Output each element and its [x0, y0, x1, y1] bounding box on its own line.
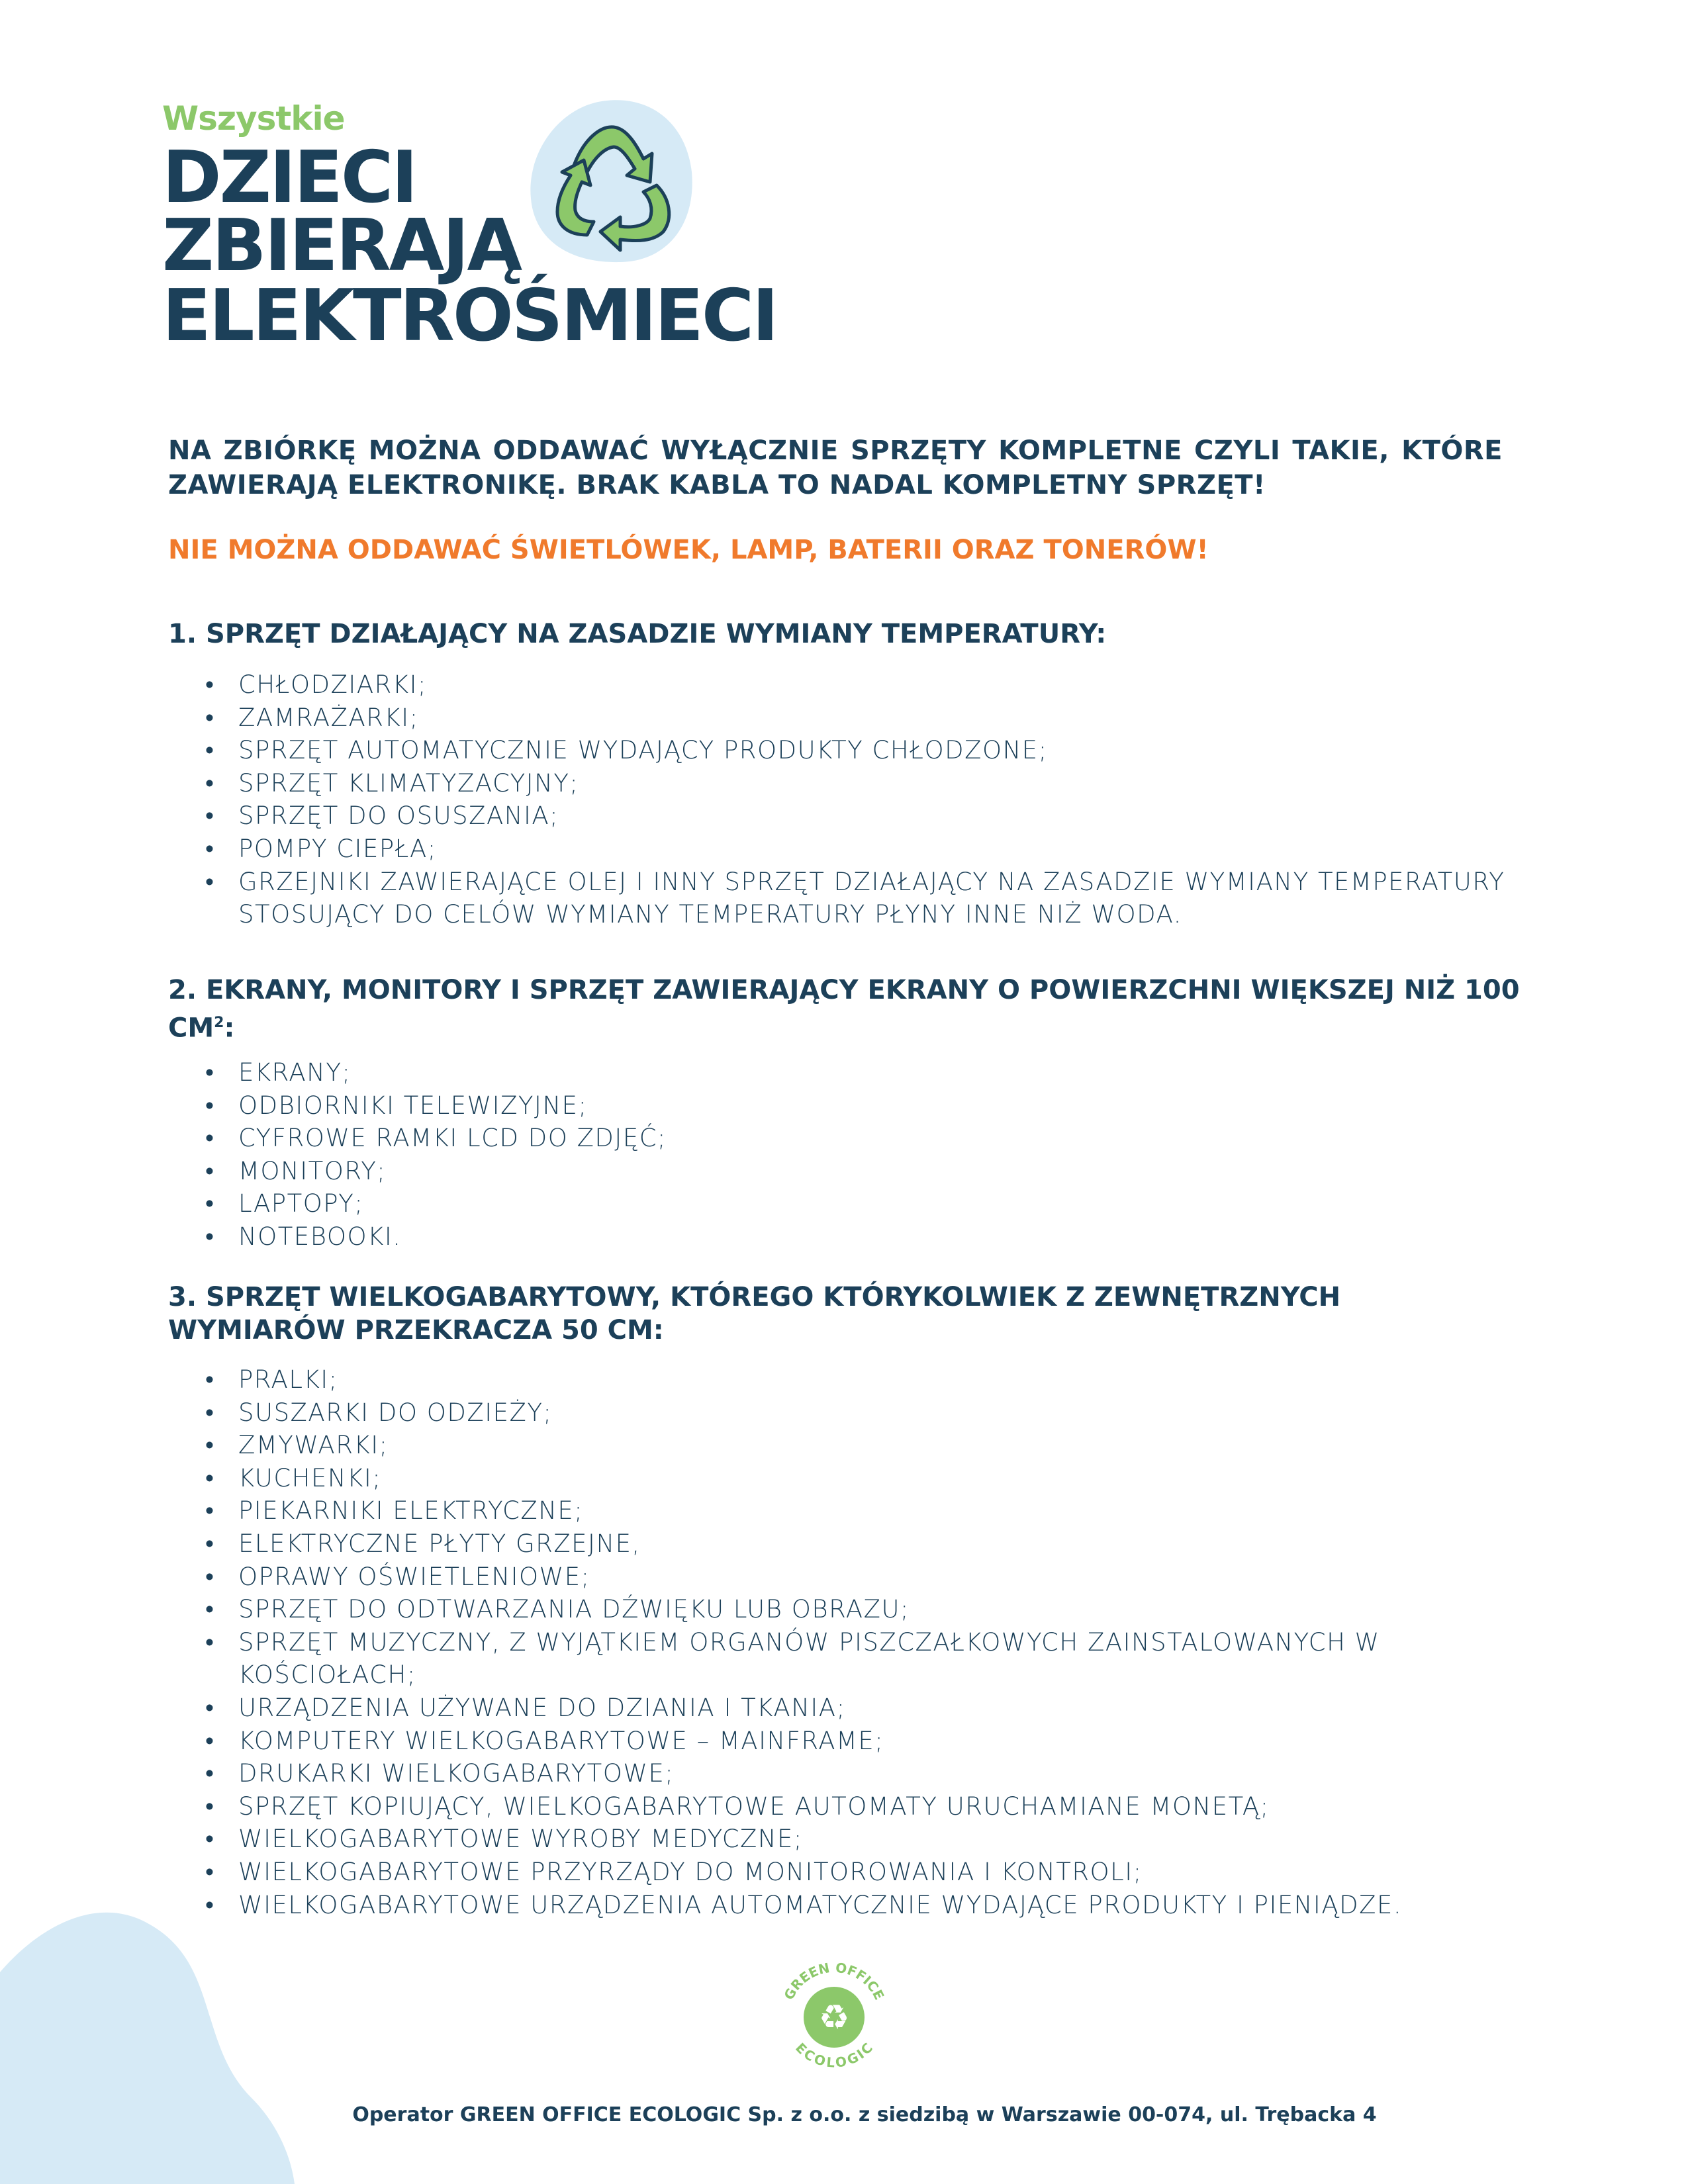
list-item: • CYFROWE RAMKI LCD DO ZDJĘĆ;: [205, 1122, 1529, 1155]
footer-text: Operator GREEN OFFICE ECOLOGIC Sp. z o.o. z siedzibą w Warszawie 00-074, ul. Trębacka 4: [352, 2103, 1377, 2126]
logo-top-text: GREEN OFFICE: [780, 1959, 888, 2003]
list-item: • PIEKARNIKI ELEKTRYCZNE;: [205, 1494, 1529, 1527]
section-1-heading: 1. SPRZĘT DZIAŁAJĄCY NA ZASADZIE WYMIANY TEMPERATURY:: [168, 619, 1107, 649]
kicker-text: Wszystkie: [162, 99, 345, 138]
list-item: • PRALKI;: [205, 1363, 1529, 1396]
section-2-list: [205, 1056, 1529, 1253]
list-item: • SUSZARKI DO ODZIEŻY;: [205, 1396, 1529, 1430]
decorative-blob: [0, 1899, 298, 2184]
intro-paragraph: NA ZBIÓRKĘ MOŻNA ODDAWAĆ WYŁĄCZNIE SPRZĘTY KOMPLETNE CZYLI TAKIE, KTÓRE ZAWIERAJĄ ELEKTRONIKĘ. BRAK KABLA TO NADAL KOMPLETNY SPRZĘT!: [168, 435, 1503, 500]
list-item: • ODBIORNIKI TELEWIZYJNE;: [205, 1089, 1529, 1122]
section-1-list: [205, 668, 1529, 931]
list-item: • MONITORY;: [205, 1155, 1529, 1188]
page-title-line-1: DZIECI: [162, 136, 416, 219]
list-item: • WIELKOGABARYTOWE URZĄDZENIA AUTOMATYCZNIE WYDAJĄCE PRODUKTY I PIENIĄDZE.: [205, 1889, 1529, 1922]
list-item: • ELEKTRYCZNE PŁYTY GRZEJNE,: [205, 1527, 1529, 1561]
recycle-icon: ♻: [818, 1998, 850, 2038]
recycle-icon: [521, 99, 694, 263]
page-title-line-2: ZBIERAJĄ: [162, 205, 521, 287]
heading-superscript: 2: [214, 1015, 224, 1031]
heading-end: :: [224, 1013, 235, 1044]
list-item: • URZĄDZENIA UŻYWANE DO DZIANIA I TKANIA;: [205, 1692, 1529, 1725]
list-item: • DRUKARKI WIELKOGABARYTOWE;: [205, 1757, 1529, 1790]
heading-text: 2. EKRANY, MONITORY I SPRZĘT ZAWIERAJĄCY EKRANY O POWIERZCHNI WIĘKSZEJ NIŻ 100 CM: [168, 975, 1520, 1044]
list-item: • SPRZĘT AUTOMATYCZNIE WYDAJĄCY PRODUKTY CHŁODZONE;: [205, 734, 1529, 767]
green-office-logo: [774, 1958, 894, 2077]
list-item: • EKRANY;: [205, 1056, 1529, 1089]
list-item: • SPRZĘT KLIMATYZACYJNY;: [205, 767, 1529, 800]
page-title-line-3: ELEKTROŚMIECI: [162, 275, 777, 357]
section-2-heading: [168, 974, 1525, 1044]
list-item: • SPRZĘT DO OSUSZANIA;: [205, 799, 1529, 833]
list-item: • CHŁODZIARKI;: [205, 668, 1529, 702]
list-item: • NOTEBOOKI.: [205, 1220, 1529, 1253]
logo-bottom-text: ECOLOGIC: [792, 2040, 876, 2071]
list-item: • POMPY CIEPŁA;: [205, 833, 1529, 866]
list-item: • WIELKOGABARYTOWE WYROBY MEDYCZNE;: [205, 1823, 1529, 1856]
warning-text: NIE MOŻNA ODDAWAĆ ŚWIETLÓWEK, LAMP, BATERII ORAZ TONERÓW!: [168, 535, 1209, 565]
list-item: • SPRZĘT MUZYCZNY, Z WYJĄTKIEM ORGANÓW PISZCZAŁKOWYCH ZAINSTALOWANYCH W KOŚCIOŁACH;: [205, 1626, 1529, 1692]
list-item: • SPRZĘT KOPIUJĄCY, WIELKOGABARYTOWE AUTOMATY URUCHAMIANE MONETĄ;: [205, 1790, 1529, 1823]
section-3-heading: 3. SPRZĘT WIELKOGABARYTOWY, KTÓREGO KTÓRYKOLWIEK Z ZEWNĘTRZNYCH WYMIARÓW PRZEKRACZA 50 CM:: [168, 1282, 1341, 1345]
list-item: • KUCHENKI;: [205, 1462, 1529, 1495]
list-item: • SPRZĘT DO ODTWARZANIA DŹWIĘKU LUB OBRAZU;: [205, 1593, 1529, 1626]
list-item: • OPRAWY OŚWIETLENIOWE;: [205, 1561, 1529, 1594]
list-item: • WIELKOGABARYTOWE PRZYRZĄDY DO MONITOROWANIA I KONTROLI;: [205, 1856, 1529, 1889]
list-item: • KOMPUTERY WIELKOGABARYTOWE – MAINFRAME;: [205, 1725, 1529, 1758]
list-item: • GRZEJNIKI ZAWIERAJĄCE OLEJ I INNY SPRZĘT DZIAŁAJĄCY NA ZASADZIE WYMIANY TEMPERATURY STOSUJĄCY DO CELÓW WYMIANY TEMPERATURY PŁYNY INNE NIŻ WODA.: [205, 866, 1529, 931]
list-item: • ZMYWARKI;: [205, 1429, 1529, 1462]
section-3-list: [205, 1363, 1529, 1921]
list-item: • LAPTOPY;: [205, 1187, 1529, 1220]
list-item: • ZAMRAŻARKI;: [205, 702, 1529, 735]
